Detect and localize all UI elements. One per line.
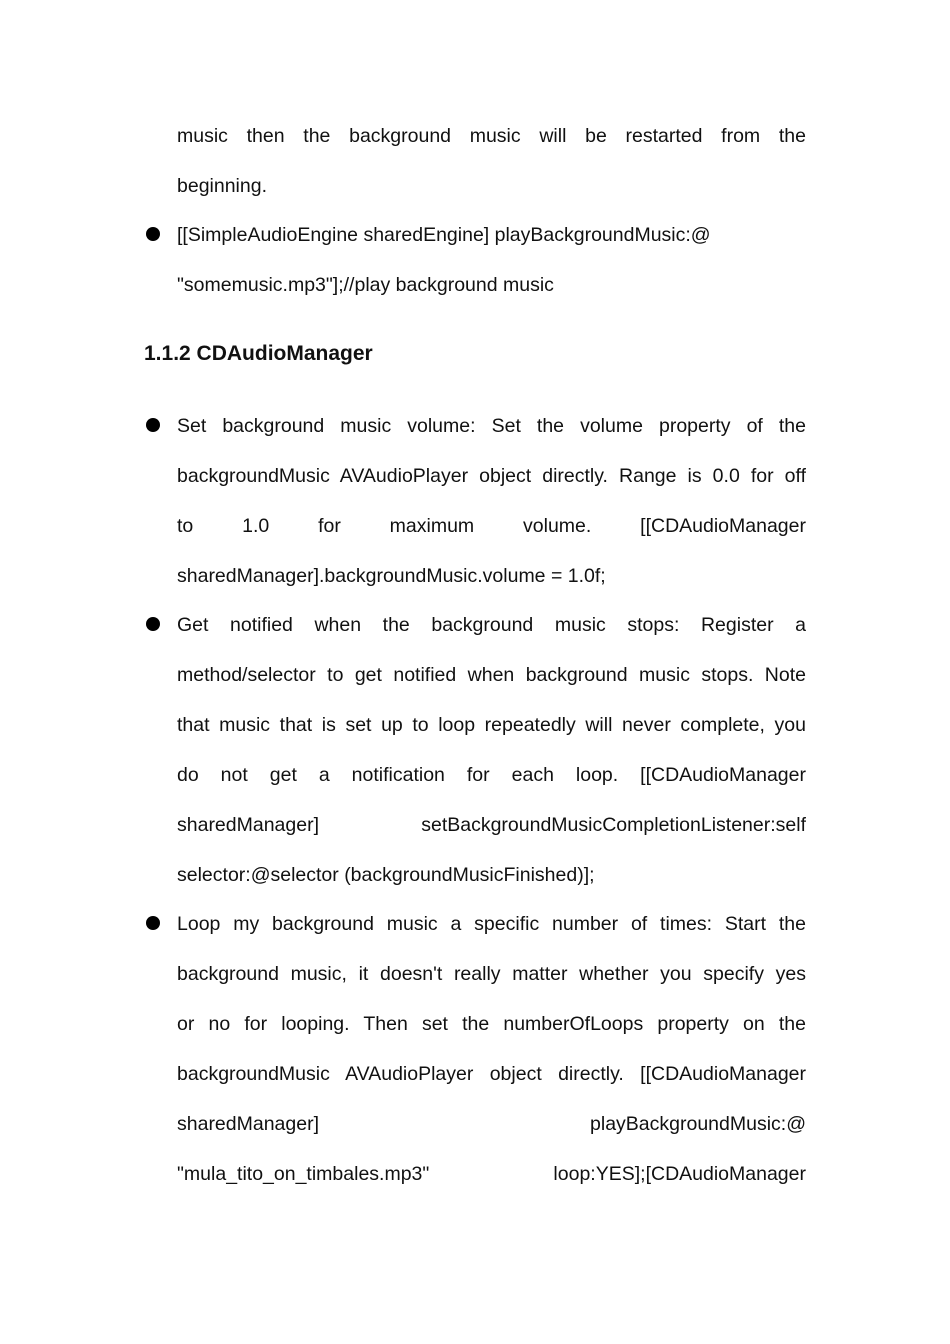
bullet-line: sharedManager] playBackgroundMusic:@ (177, 1113, 806, 1135)
bullet-line: backgroundMusic AVAudioPlayer object directly. [[CDAudioManager (177, 1063, 806, 1085)
bullet-line: that music that is set up to loop repeatedly will never complete, you (177, 714, 806, 736)
bullet-line: backgroundMusic AVAudioPlayer object directly. Range is 0.0 for off (177, 465, 806, 487)
bullet-line: "mula_tito_on_timbales.mp3" loop:YES];[CDAudioManager (177, 1163, 806, 1185)
bullet-line: do not get a notification for each loop. [[CDAudioManager (177, 764, 806, 786)
bullet-dot (146, 418, 160, 432)
bullet-line: Set background music volume: Set the volume property of the (177, 415, 806, 437)
bullet-line: method/selector to get notified when background music stops. Note (177, 664, 806, 686)
bullet-line: selector:@selector (backgroundMusicFinished)]; (177, 864, 595, 886)
bullet-line: background music, it doesn't really matter whether you specify yes (177, 963, 806, 985)
section-heading: 1.1.2 CDAudioManager (144, 342, 373, 365)
bullet-line: [[SimpleAudioEngine sharedEngine] playBackgroundMusic:@ (177, 224, 711, 246)
bullet-line: or no for looping. Then set the numberOfLoops property on the (177, 1013, 806, 1035)
bullet-line: to 1.0 for maximum volume. [[CDAudioManager (177, 515, 806, 537)
bullet-line: "somemusic.mp3"];//play background music (177, 274, 554, 296)
intro-line: beginning. (177, 175, 267, 197)
bullet-line: Get notified when the background music stops: Register a (177, 614, 806, 636)
intro-line: music then the background music will be restarted from the (177, 125, 806, 147)
bullet-line: sharedManager].backgroundMusic.volume = 1.0f; (177, 565, 606, 587)
bullet-dot (146, 617, 160, 631)
bullet-dot (146, 916, 160, 930)
bullet-line: Loop my background music a specific number of times: Start the (177, 913, 806, 935)
bullet-dot (146, 227, 160, 241)
bullet-line: sharedManager] setBackgroundMusicCompletionListener:self (177, 814, 806, 836)
